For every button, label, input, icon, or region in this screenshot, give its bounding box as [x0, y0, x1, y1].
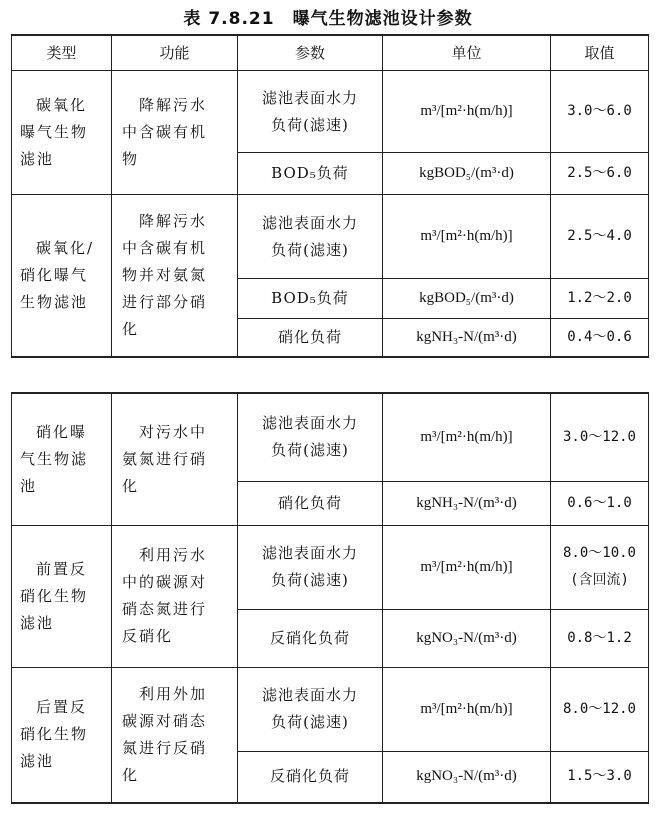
unit-cell: kgBOD₅/(m³·d)	[383, 153, 551, 195]
param-cell: 硝化负荷	[238, 481, 383, 525]
header-unit: 单位	[383, 35, 551, 71]
param-cell: 滤池表面水力 负荷(滤速)	[238, 667, 383, 751]
value-cell: 0.6～1.0	[551, 481, 649, 525]
unit-cell: kgNO₃-N/(m³·d)	[383, 609, 551, 667]
parameter-table-part-1	[11, 34, 649, 358]
value-cell: 8.0～10.0 (含回流)	[551, 525, 649, 609]
value-cell: 1.2～2.0	[551, 279, 649, 319]
function-cell: 利用污水 中的碳源对 硝态氮进行 反硝化	[112, 525, 238, 667]
value-cell: 8.0～12.0	[551, 667, 649, 751]
header-function: 功能	[112, 35, 238, 71]
param-cell: 硝化负荷	[238, 319, 383, 357]
value-cell: 3.0～12.0	[551, 393, 649, 481]
function-cell: 对污水中 氨氮进行硝 化	[112, 393, 238, 525]
function-cell: 降解污水 中含碳有机 物	[112, 71, 238, 195]
type-cell: 后置反 硝化生物 滤池	[12, 667, 112, 803]
unit-cell: kgBOD₅/(m³·d)	[383, 279, 551, 319]
table-row	[12, 195, 649, 279]
value-cell: 2.5～6.0	[551, 153, 649, 195]
param-cell: BOD₅负荷	[238, 279, 383, 319]
value-cell: 0.4～0.6	[551, 319, 649, 357]
table-row	[12, 393, 649, 481]
param-cell: 滤池表面水力 负荷(滤速)	[238, 393, 383, 481]
unit-cell: m³/[m²·h(m/h)]	[383, 71, 551, 153]
table-row	[12, 525, 649, 609]
param-cell: BOD₅负荷	[238, 153, 383, 195]
param-cell: 滤池表面水力 负荷(滤速)	[238, 195, 383, 279]
param-cell: 滤池表面水力 负荷(滤速)	[238, 525, 383, 609]
param-cell: 滤池表面水力 负荷(滤速)	[238, 71, 383, 153]
function-cell: 降解污水 中含碳有机 物并对氨氮 进行部分硝 化	[112, 195, 238, 357]
unit-cell: m³/[m²·h(m/h)]	[383, 195, 551, 279]
type-cell: 碳氧化/ 硝化曝气 生物滤池	[12, 195, 112, 357]
table-title: 表 7.8.21 曝气生物滤池设计参数	[183, 9, 473, 29]
header-param: 参数	[238, 35, 383, 71]
table-row	[12, 667, 649, 751]
header-type: 类型	[12, 35, 112, 71]
type-cell: 前置反 硝化生物 滤池	[12, 525, 112, 667]
type-cell: 碳氧化 曝气生物 滤池	[12, 71, 112, 195]
unit-cell: m³/[m²·h(m/h)]	[383, 393, 551, 481]
header-row	[12, 35, 649, 71]
unit-cell: kgNH₃-N/(m³·d)	[383, 481, 551, 525]
unit-cell: m³/[m²·h(m/h)]	[383, 525, 551, 609]
header-value: 取值	[551, 35, 649, 71]
value-cell: 0.8～1.2	[551, 609, 649, 667]
value-cell: 3.0～6.0	[551, 71, 649, 153]
table-row	[12, 71, 649, 153]
unit-cell: kgNO₃-N/(m³·d)	[383, 751, 551, 803]
value-cell: 2.5～4.0	[551, 195, 649, 279]
value-cell: 1.5～3.0	[551, 751, 649, 803]
function-cell: 利用外加 碳源对硝态 氮进行反硝 化	[112, 667, 238, 803]
parameter-table-part-2	[11, 392, 649, 804]
param-cell: 反硝化负荷	[238, 751, 383, 803]
param-cell: 反硝化负荷	[238, 609, 383, 667]
unit-cell: m³/[m²·h(m/h)]	[383, 667, 551, 751]
type-cell: 硝化曝 气生物滤 池	[12, 393, 112, 525]
unit-cell: kgNH₃-N/(m³·d)	[383, 319, 551, 357]
